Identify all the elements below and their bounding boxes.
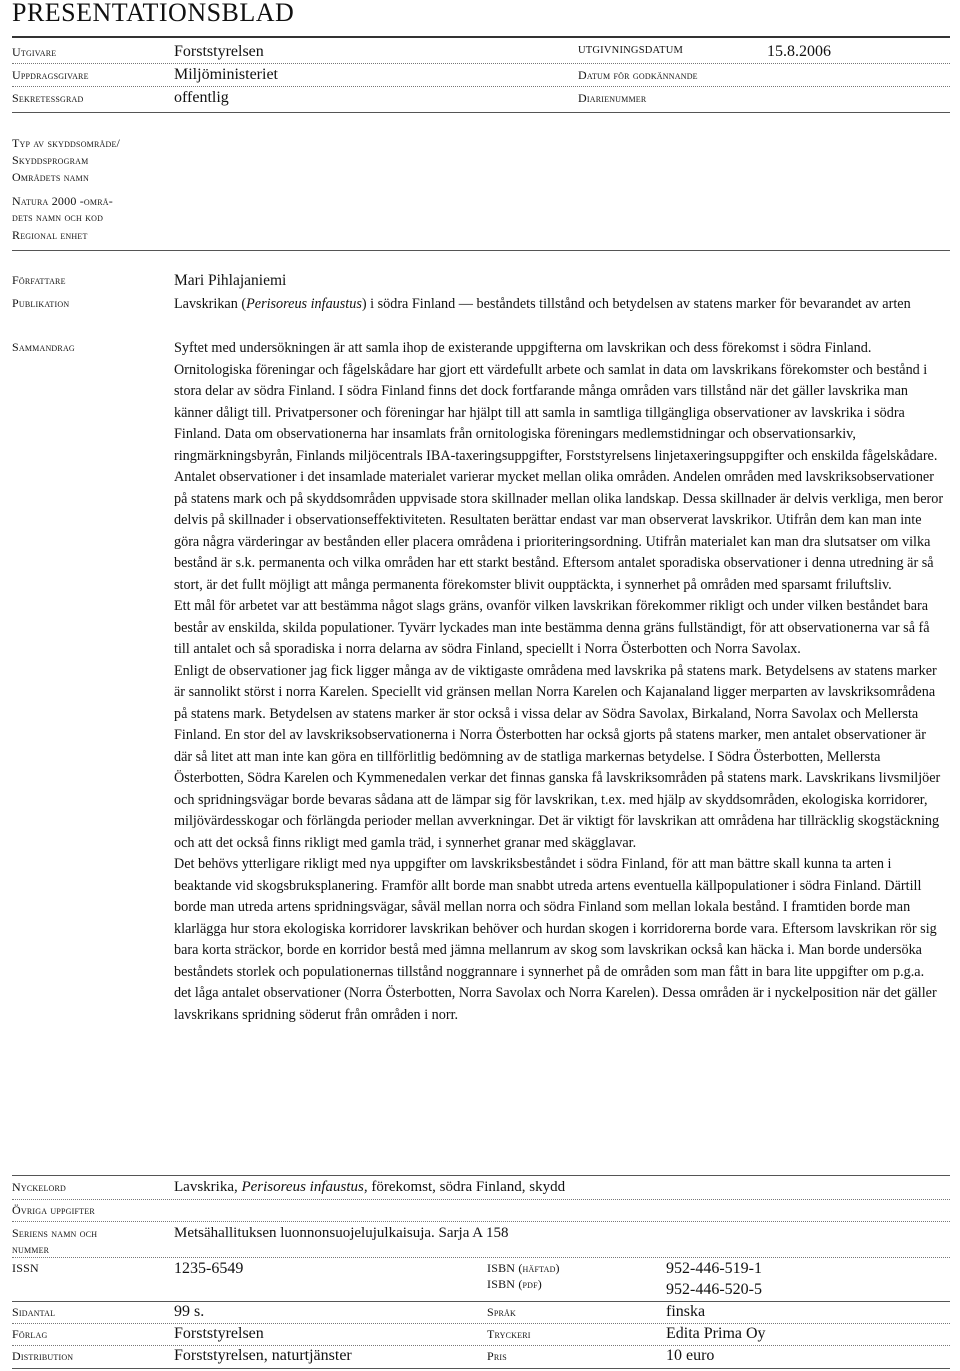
- sammandrag-text: [174, 338, 944, 1026]
- pris-label: Pris: [487, 1349, 507, 1363]
- title-divider: [12, 36, 950, 38]
- isbn-pdf-label: ISBN (pdf): [487, 1277, 543, 1291]
- typ-label-2: Skyddsprogram: [12, 153, 89, 167]
- row-divider: [12, 1301, 950, 1302]
- forlag-value: Forststyrelsen: [174, 1325, 264, 1342]
- diarienummer-label: Diarienummer: [578, 91, 647, 105]
- sprak-label: Språk: [487, 1305, 517, 1319]
- row-divider: [12, 1323, 950, 1324]
- sammandrag-paragraph: Enligt de observationer jag fick ligger många av de viktigaste områdena med lavskrika på statens mark. Betydelsens av statens marker är sannolikt störst i norra Karelen. Speciellt vid gränsen mellan Norra Karelen och Kajanaland ligger merparten av lavskriksområdena på statens mark. Betydelsen av statens marker är stor också i vissa delar av Södra Savolax, Birkaland, Norra Savolax och Mellersta Finland. En stor del av lavskriksobservationerna i Norra Österbotten har också gjorts på statens marker, men antalet observationer är där så litet att man inte kan göra en tillförlitlig bedömning av de statliga markernas betydelse. I Södra Österbotten, Mellersta Österbotten, Södra Karelen och Kymmenedalen verkar det finnas ganska få lavskriksområden på statens mark. Lavskrikans livsmiljöer och spridningsvägar borde bevaras sådana att de lämpar sig för lavskrikan, t.ex. med hjälp av skyddsområden, ekologiska korridorer, miljövärdesskogar och förlängda perioder mellan avverkningar. Det är viktigt för lavskrikan att områdena har tillräcklig skogstäckning och att det också finns rikligt med gamla träd, i synnerhet granar med skägglavar.: [174, 662, 941, 851]
- issn-value: 1235-6549: [174, 1260, 244, 1277]
- species-name: Perisoreus infaustus: [246, 296, 362, 312]
- row-divider: [12, 86, 950, 87]
- isbn-haftad-label: ISBN (häftad): [487, 1261, 560, 1275]
- typ-label-1: Typ av skyddsområde/: [12, 136, 121, 150]
- isbn-haftad-value: 952-446-519-1: [666, 1260, 762, 1277]
- sammandrag-paragraph: Ett mål för arbetet var att bestämma något slags gräns, ovanför vilken lavskrikan förekommer rikligt och under vilken beståndet bara består av enskilda, skilda populationer. Tyvärr lyckades man inte bestämma denna gräns fullständigt, för att observationerna var så få till antalet och så sporadiska i norra delarna av södra Finland, speciellt i Norra Österbotten och Norra Savolax.: [174, 598, 930, 657]
- utgivare-label: Utgivare: [12, 45, 57, 59]
- uppdragsgivare-label: Uppdragsgivare: [12, 68, 89, 82]
- natura-label-2: dets namn och kod: [12, 210, 104, 224]
- regional-enhet-label: Regional enhet: [12, 228, 88, 242]
- sidantal-value: 99 s.: [174, 1303, 205, 1320]
- sammandrag-paragraph: Det behövs ytterligare rikligt med nya uppgifter om lavskriksbeståndet i södra Finland, för att man bättre skall kunna ta arten i beaktande vid skogsbruksplanering. Framför allt borde man snabbt utreda artens eventuella källpopulationer i södra Finland. Därtill borde man utreda artens spridningsvägar, såväl mellan norra och södra Finland som mellan lokala bestånd. I framtiden borde man klarlägga hur stora ekologiska korridorer lavskrikan behöver och hurdan skogen i korridorerna borde vara. Eftersom lavskrikan rör sig bara korta sträckor, borde en korridor bestå med jämna mellanrum av skog som lavskrikan också kan häcka i. Man borde undersöka beståndets storlek och populationernas tillstånd noggrannare i synnerhet på de områden som man fått in bara lite uppgifter om p.g.a. det låga antalet observationer (Norra Österbotten, Norra Savolax och Norra Karelen). Dessa områden är i nyckelposition när det gäller lavskrikans spridning söderut från områden i norr.: [174, 856, 937, 1023]
- distribution-value: Forststyrelsen, naturtjänster: [174, 1347, 352, 1364]
- forfattare-label: Författare: [12, 273, 66, 287]
- issn-label: ISSN: [12, 1261, 39, 1275]
- distribution-label: Distribution: [12, 1349, 74, 1363]
- sammandrag-label: Sammandrag: [12, 340, 75, 354]
- section-divider: [12, 250, 950, 251]
- sprak-value: finska: [666, 1303, 706, 1320]
- row-divider: [12, 1257, 950, 1258]
- row-divider: [12, 63, 950, 64]
- datum-godkannande-label: Datum för godkännande: [578, 68, 698, 82]
- forlag-label: Förlag: [12, 1327, 48, 1341]
- pris-value: 10 euro: [666, 1347, 715, 1364]
- row-divider: [12, 1345, 950, 1346]
- utgivare-value: Forststyrelsen: [174, 43, 264, 60]
- isbn-pdf-value: 952-446-520-5: [666, 1281, 762, 1298]
- tryckeri-value: Edita Prima Oy: [666, 1325, 766, 1342]
- page-title: PRESENTATIONSBLAD: [12, 0, 295, 27]
- publikation-value: Lavskrikan (Perisoreus infaustus) i södra Finland — beståndets tillstånd och betydelsen av statens marker för bevarandet av arten: [174, 296, 911, 312]
- row-divider: [12, 1221, 950, 1222]
- bottom-divider: [12, 1368, 950, 1369]
- ovriga-label: Övriga uppgifter: [12, 1203, 95, 1217]
- omradets-namn-label: Områdets namn: [12, 170, 89, 184]
- sidantal-label: Sidantal: [12, 1305, 56, 1319]
- serie-label-1: Seriens namn och: [12, 1226, 98, 1240]
- utgivningsdatum-label: UTGIVNINGSDATUM: [578, 45, 684, 56]
- species-name: Perisoreus infaustus: [241, 1179, 364, 1195]
- sekretessgrad-label: Sekretessgrad: [12, 91, 84, 105]
- serie-label-2: nummer: [12, 1242, 50, 1256]
- row-divider: [12, 1199, 950, 1200]
- tryckeri-label: Tryckeri: [487, 1327, 531, 1341]
- section-divider: [12, 1175, 950, 1176]
- uppdragsgivare-value: Miljöministeriet: [174, 66, 278, 83]
- sekretessgrad-value: offentlig: [174, 89, 229, 106]
- serie-value: Metsähallituksen luonnonsuojelujulkaisuja. Sarja A 158: [174, 1225, 509, 1241]
- forfattare-value: Mari Pihlajaniemi: [174, 272, 287, 289]
- section-divider: [12, 112, 950, 113]
- nyckelord-value: Lavskrika, Perisoreus infaustus, förekomst, södra Finland, skydd: [174, 1179, 566, 1195]
- sammandrag-paragraph: Syftet med undersökningen är att samla ihop de existerande uppgifterna om lavskrikan och dess förekomst i södra Finland. Ornitologiska föreningar och fågelskådare har gjort ett värdefullt arbete och samlat in data om lavskrikans förekomster och bestånd i stora delar av södra Finland. I södra Finland finns det dock fortfarande många områden vars tillstånd när det gäller lavskrika man känner dåligt till. Privatpersoner och föreningar har hjälpt till att samla in samtliga tillgängliga observationer av lavskrika i södra Finland. Data om observationerna har insamlats från ornitologiska föreningars medlemstidningar och observationsarkiv, ringmärkningsbyrån, Finlands miljöcentrals IBA-taxeringsuppgifter, Forststyrelsens linjetaxeringsuppgifter och enskilda fågelskådare. Antalet observationer i det insamlade materialet varierar mycket mellan olika områden. Andelen områden med lavskriksobservationer på statens mark och på skyddsområden uppvisade stora skillnader mellan olika landskap. Dessa skillnader är delvis verkliga, men beror delvis på skillnader i observationseffektiviteten. Resultaten berättar endast var man observerat lavskrikor. Utifrån dem kan man inte göra några värderingar av bestånden eller placera områdena i prioriteringsordning. Utifrån materialet kan man dra slutsatser om vilka bestånd är s.k. permanenta och vilka områden har ett starkt bestånd. Eftersom antalet sporadiska observationer i denna utredning är så stort, är det fullt möjligt att många permanenta förekomster blivit oupptäckta, i synnerhet på områden med sparsamt friluftsliv.: [174, 340, 944, 593]
- publikation-label: Publikation: [12, 296, 70, 310]
- natura-label-1: Natura 2000 -områ-: [12, 194, 113, 208]
- nyckelord-label: Nyckelord: [12, 1180, 67, 1194]
- utgivningsdatum-value: 15.8.2006: [767, 43, 831, 60]
